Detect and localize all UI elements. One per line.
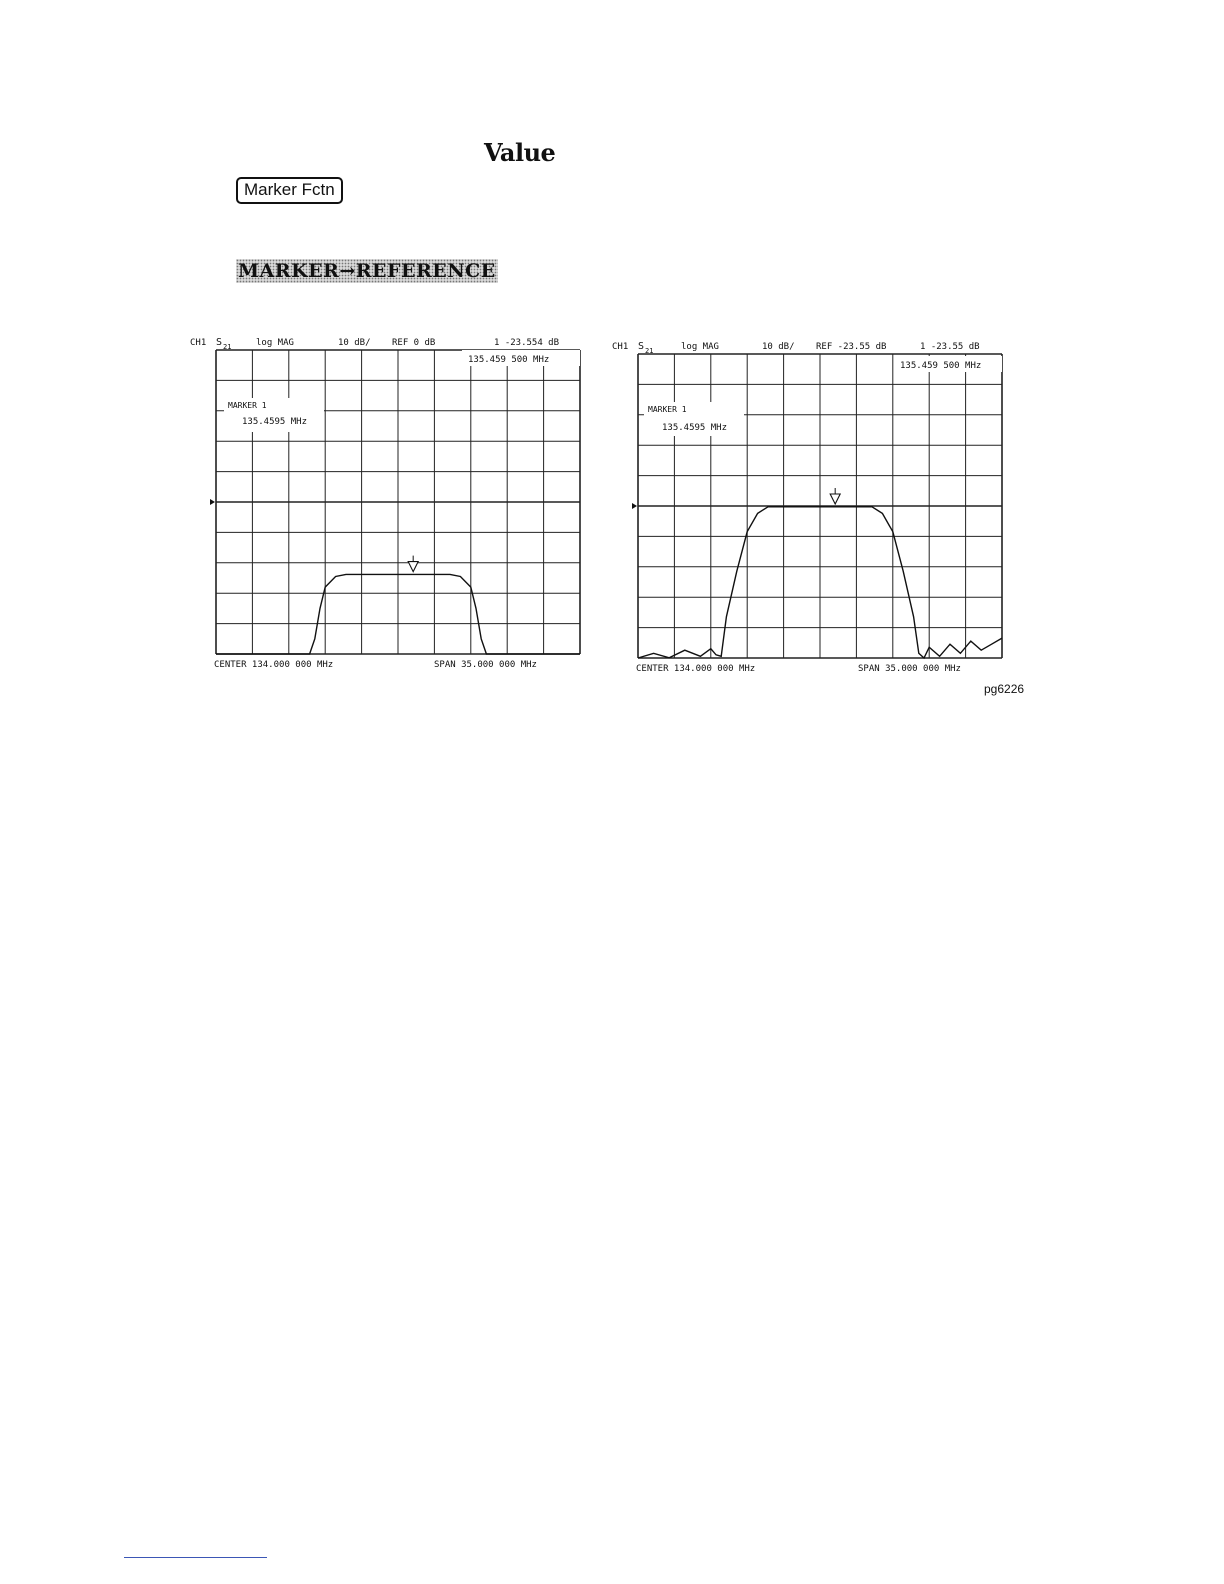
marker-triangle-icon [830,494,840,504]
param-subscript: 21 [223,343,232,351]
marker-fctn-key[interactable]: Marker Fctn [236,177,343,204]
reference-position-indicator [210,499,215,505]
marker-readout: 1 -23.55 dB [920,342,980,352]
format-label: log MAG [681,342,719,352]
format-label: log MAG [256,338,294,348]
scale-label: 10 dB/ [762,342,795,352]
marker-frequency: 135.459 500 MHz [468,355,550,365]
center-frequency: CENTER 134.000 000 MHz [214,660,334,670]
marker-frequency: 135.459 500 MHz [900,361,982,371]
marker-1-indicator [408,556,418,572]
marker-name: MARKER 1 [228,401,267,410]
marker-to-reference-softkey[interactable]: MARKER→REFERENCE [238,260,496,282]
analyzer-screen-before [186,334,586,670]
center-frequency: CENTER 134.000 000 MHz [636,664,756,674]
reference-arrow-icon [632,503,637,509]
marker-info-frequency: 135.4595 MHz [242,417,308,427]
marker-info-frequency: 135.4595 MHz [662,423,728,433]
analyzer-screen-after [608,338,1008,674]
section-heading: Value [484,138,556,167]
graticule [638,354,1002,658]
param-subscript: 21 [645,347,654,355]
channel-label: CH1 [190,338,207,348]
figure-label: pg6226 [984,682,1025,696]
param-label: S [216,337,223,348]
param-label: S [638,341,645,352]
graticule [216,350,580,654]
marker-name: MARKER 1 [648,405,687,414]
footnote-rule [124,1557,267,1558]
span-frequency: SPAN 35.000 000 MHz [434,660,537,670]
marker-1-indicator [830,488,840,504]
reference-label: REF -23.55 dB [816,342,887,352]
reference-position-indicator [632,503,637,509]
marker-readout: 1 -23.554 dB [494,338,560,348]
reference-arrow-icon [210,499,215,505]
marker-triangle-icon [408,562,418,572]
scale-label: 10 dB/ [338,338,371,348]
reference-label: REF 0 dB [392,338,436,348]
span-frequency: SPAN 35.000 000 MHz [858,664,961,674]
channel-label: CH1 [612,342,629,352]
